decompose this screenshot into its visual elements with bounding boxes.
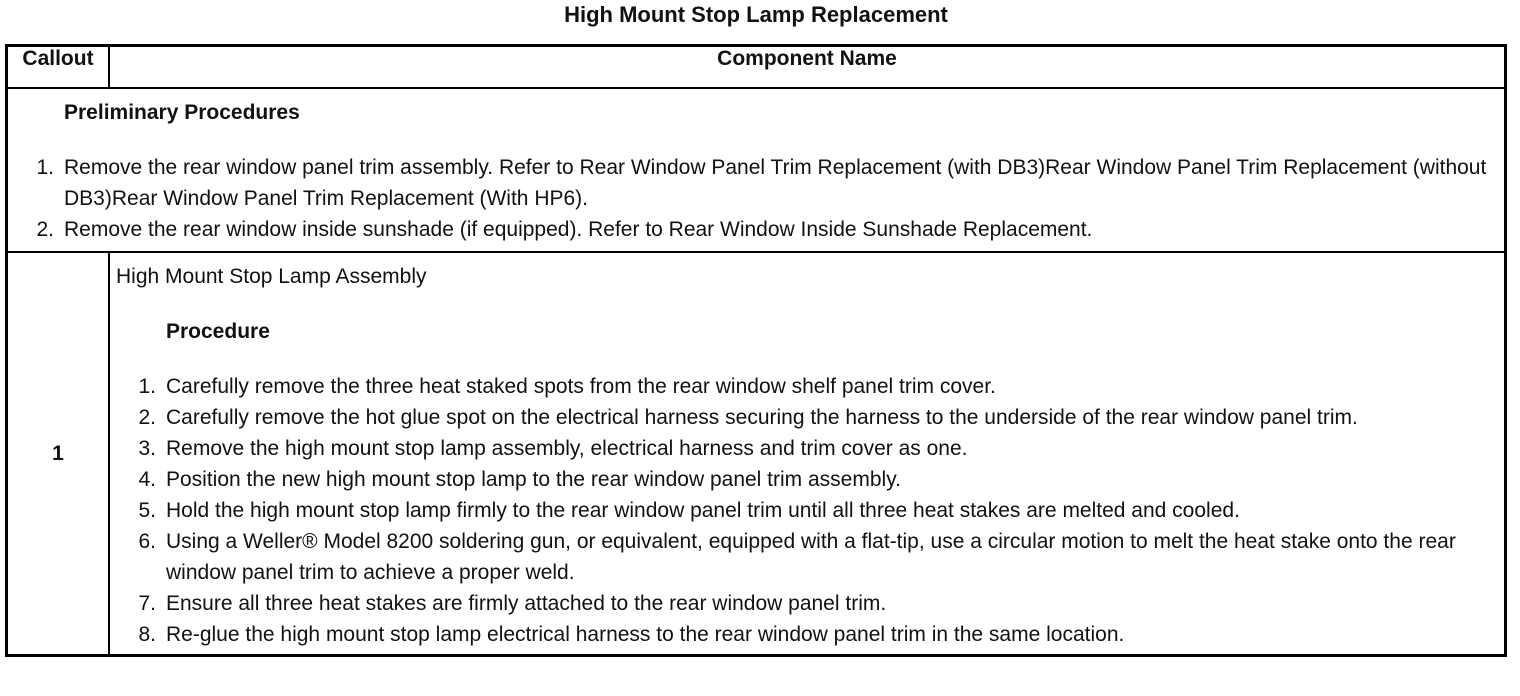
step-number: 7. [138, 592, 156, 615]
preliminary-cell [7, 88, 1506, 252]
list-item [116, 402, 1490, 433]
callout-number: 1 [7, 252, 110, 656]
step-number: 8. [138, 623, 156, 646]
step-number: 2. [138, 406, 156, 429]
list-item [116, 619, 1490, 650]
list-item [116, 464, 1490, 495]
step-text: Remove the rear window panel trim assembly. Refer to Rear Window Panel Trim Replacement (with DB3)Rear Window Panel Trim Replacement (without DB3)Rear Window Panel Trim Replacement (With HP6). [64, 156, 1487, 210]
step-text: Re-glue the high mount stop lamp electrical harness to the rear window panel trim in the same location. [166, 623, 1125, 646]
step-number: 5. [138, 499, 156, 522]
procedure-table [5, 44, 1507, 657]
procedure-heading: Procedure [166, 320, 270, 343]
preliminary-row [7, 88, 1506, 252]
list-item [8, 152, 1490, 214]
step-number: 4. [138, 468, 156, 491]
component-name-column-header: Component Name [109, 46, 1506, 89]
table-row [7, 252, 1506, 656]
step-text: Remove the high mount stop lamp assembly, electrical harness and trim cover as one. [166, 437, 968, 460]
step-number: 3. [138, 437, 156, 460]
step-text: Remove the rear window inside sunshade (if equipped). Refer to Rear Window Inside Sunshade Replacement. [64, 218, 1093, 241]
preliminary-procedures-heading: Preliminary Procedures [64, 101, 300, 124]
procedure-steps-list [116, 371, 1490, 650]
list-item [8, 214, 1490, 245]
step-number: 1. [138, 375, 156, 398]
preliminary-steps-list [8, 152, 1490, 245]
step-number: 6. [138, 530, 156, 553]
table-header-row [7, 46, 1506, 89]
step-text: Carefully remove the three heat staked spots from the rear window shelf panel trim cover. [166, 375, 996, 398]
step-text: Using a Weller® Model 8200 soldering gun, or equivalent, equipped with a flat-tip, use a circular motion to melt the heat stake onto the rear window panel trim to achieve a proper weld. [166, 530, 1456, 584]
component-name: High Mount Stop Lamp Assembly [116, 265, 427, 288]
list-item [116, 526, 1490, 588]
list-item [116, 588, 1490, 619]
step-text: Position the new high mount stop lamp to the rear window panel trim assembly. [166, 468, 901, 491]
callout-column-header: Callout [7, 46, 110, 89]
list-item [116, 433, 1490, 464]
step-text: Hold the high mount stop lamp firmly to the rear window panel trim until all three heat stakes are melted and cooled. [166, 499, 1240, 522]
component-cell [109, 252, 1506, 656]
list-item [116, 495, 1490, 526]
page-title: High Mount Stop Lamp Replacement [564, 2, 948, 27]
step-number: 2. [36, 218, 54, 241]
step-text: Ensure all three heat stakes are firmly attached to the rear window panel trim. [166, 592, 887, 615]
list-item [116, 371, 1490, 402]
step-number: 1. [36, 156, 54, 179]
step-text: Carefully remove the hot glue spot on the electrical harness securing the harness to the underside of the rear window panel trim. [166, 406, 1358, 429]
